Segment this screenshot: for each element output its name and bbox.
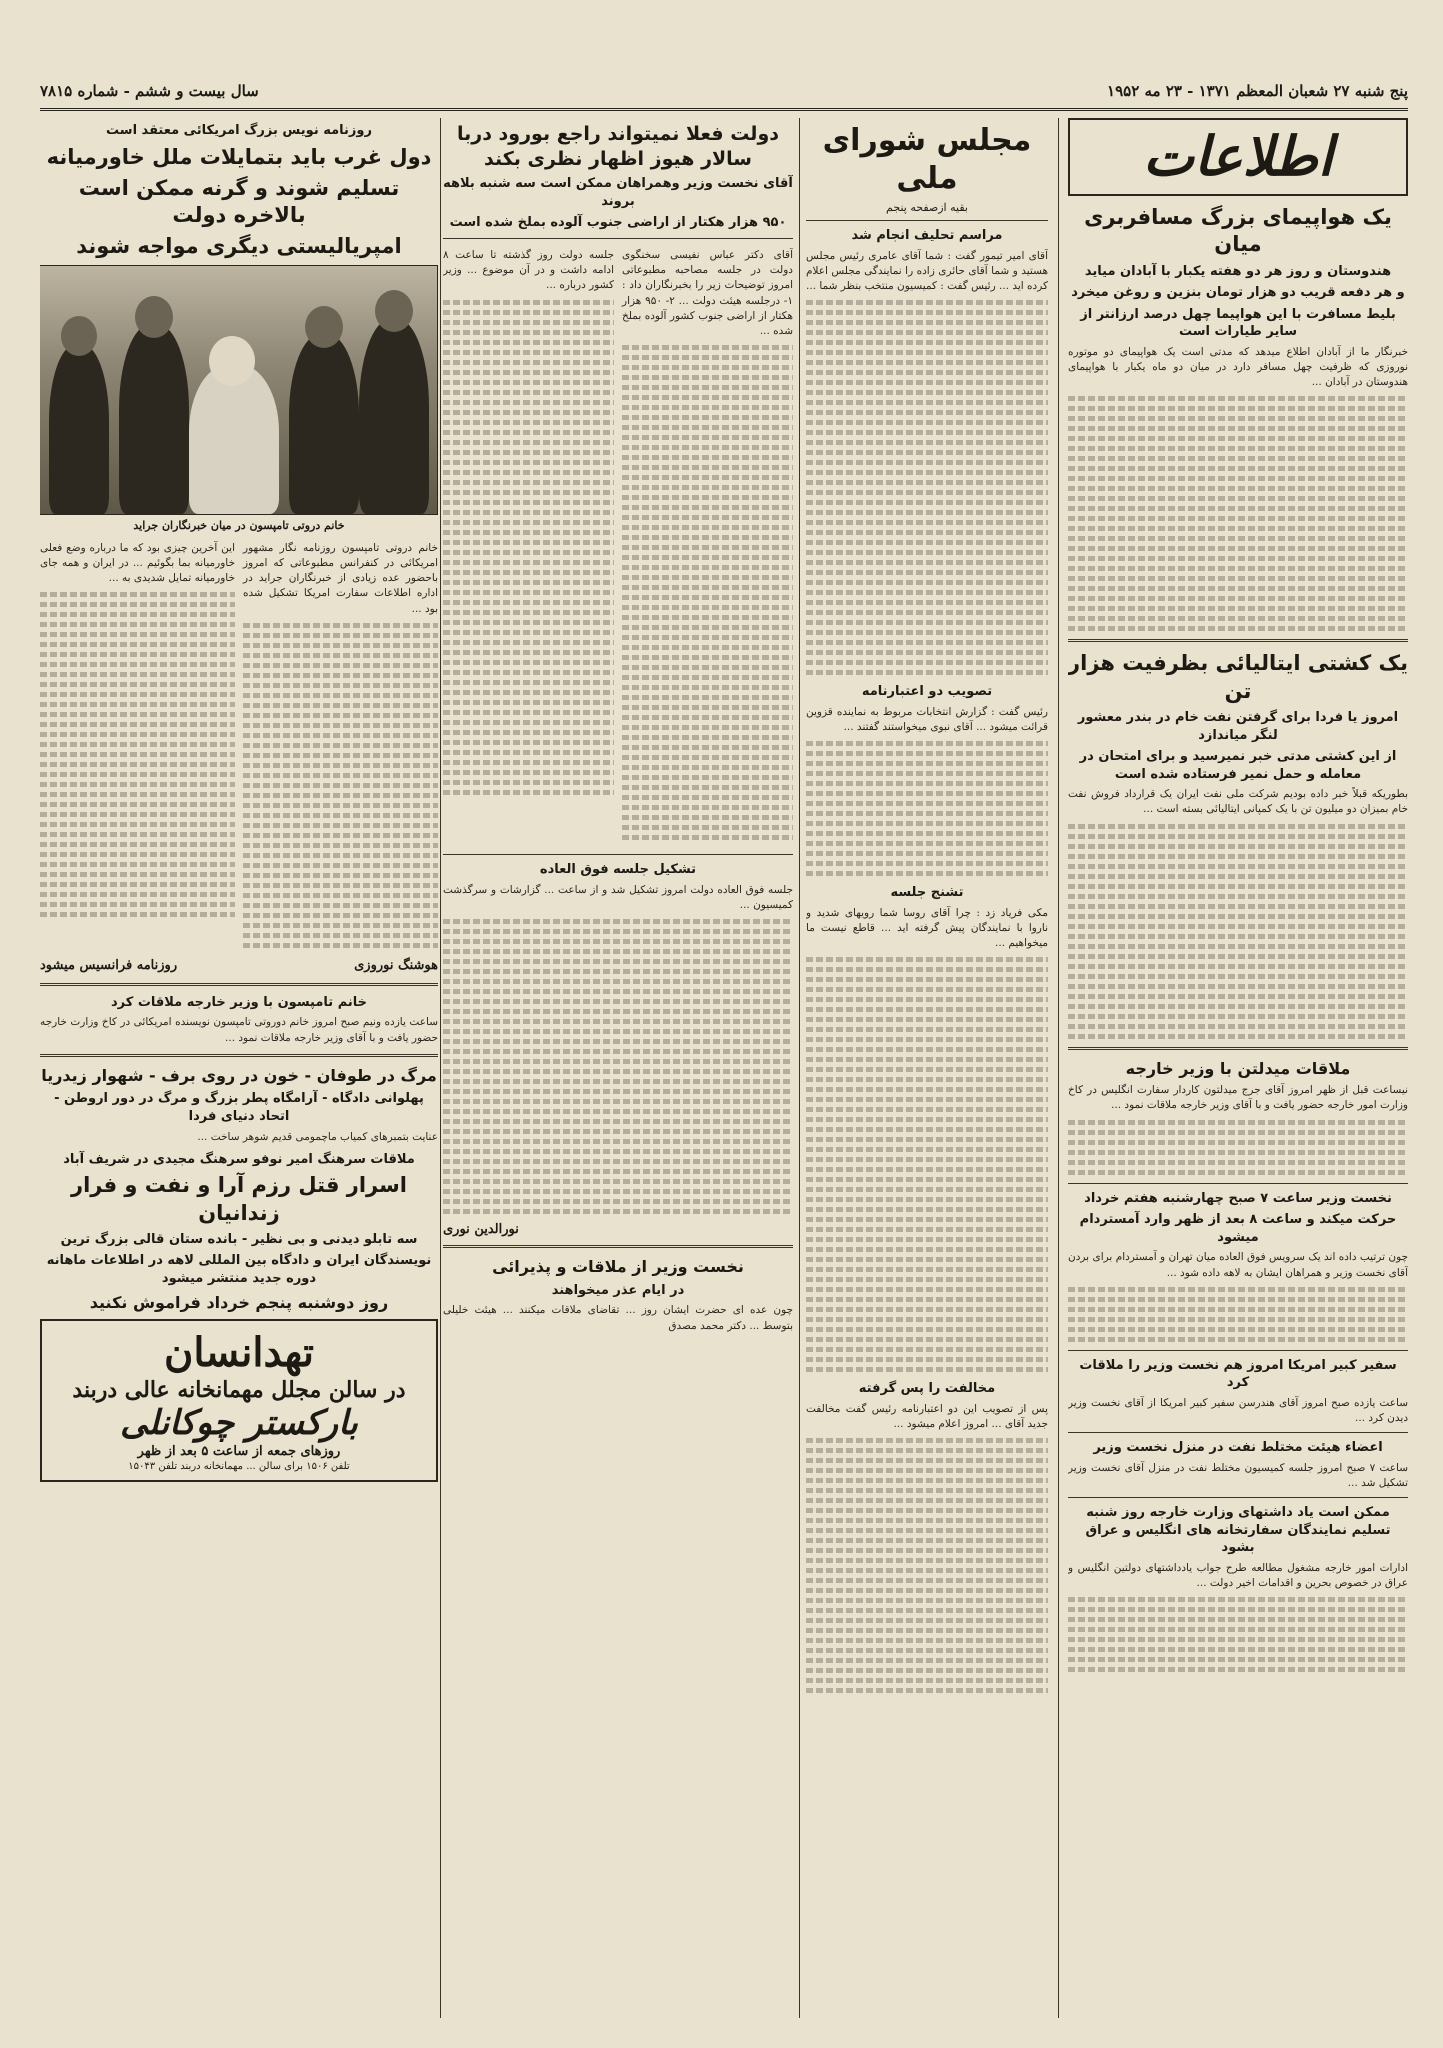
ad-title: تهدانسان <box>163 1329 315 1377</box>
government-body: آقای دکتر عباس نفیسی سخنگوی دولت در جلسه مصاحبه مطبوعاتی امروز توضیحات زیر را بخبرنگاران داد : ۱- درجلسه هیئت دولت ... ۲- ۹۵۰ هزار هکتار از اراضی جنوب کشور آلوده بملخ شده ... <box>622 249 793 338</box>
body-text-lines <box>1068 824 1408 1039</box>
magazine-secrets-subhead: سه تابلو دیدنی و بی نظیر - بانده ستان قالی بزرگ ترین <box>60 1231 418 1247</box>
divider <box>443 1245 793 1248</box>
body-text-lines <box>806 300 1048 675</box>
divider <box>40 983 438 986</box>
oil-committee-body: ساعت ۷ صبح امروز جلسه کمیسیون مختلط نفت در منزل آقای نخست وزیر تشکیل شد ... <box>1068 1461 1408 1490</box>
photo-figure <box>289 334 359 514</box>
body-text-lines <box>243 623 438 948</box>
thompson-headline: خانم تامپسون با وزیر خارجه ملاقات کرد <box>110 994 368 1010</box>
photo-head <box>135 296 173 338</box>
byline: هوشنگ نوروزی <box>354 957 438 973</box>
photo-figure <box>119 324 189 514</box>
pm-body: چون ترتیب داده اند یک سرویس فوق العاده میان تهران و آمستردام برای بردن آقای نخست وزیر و همراهان ایشان به لاهه داده شود ... <box>1068 1251 1408 1279</box>
column-majlis <box>806 118 1048 1701</box>
column-rule <box>440 118 441 2018</box>
credentials-body: رئیس گفت : گزارش انتخابات مربوط به نماینده قزوین قرائت میشود ... آقای نبوی میخواستند گفتند ... <box>806 705 1048 733</box>
magazine-date: روز دوشنبه پنجم خرداد فراموش نکنید <box>89 1292 389 1312</box>
dateline <box>40 74 1408 111</box>
meeting-body: نیساعت قبل از ظهر امروز آقای جرج میدلتون کاردار سفارت انگلیس در کاخ وزارت امور خارجه حضور یافت و با آقای وزیر خارجه ملاقات نمود ... <box>1068 1084 1408 1112</box>
ad-venue: در سالن مجلل مهمانخانه عالی دربند <box>72 1377 406 1404</box>
divider <box>40 1054 438 1057</box>
body-text-lines <box>1068 1597 1408 1672</box>
government-headline: دولت فعلا نمیتواند راجع بورود دربا سالار هیوز اظهار نظری بکند <box>456 123 780 170</box>
photo-head <box>209 336 255 386</box>
airline-body: خبرنگار ما از آبادان اطلاع میدهد که مدتی است یک هواپیمای دو موتوره نوروزی که ظرفیت چهل مسافر دارد در میان دو ماه یکبار با هواپیمای هندوستان در آبادان ... <box>1068 345 1408 389</box>
majlis-body: آقای امیر تیمور گفت : شما آقای عامری رئیس مجلس هستید و شما آقای حائری زاده را نمایندگی مجلس اعلام کرده اید ... رئیس گفت : کمیسیون منتخب بنظر شما ... <box>806 249 1048 292</box>
body-text-lines <box>1068 1120 1408 1175</box>
continued-note: بقیه ازصفحه پنجم <box>886 201 968 214</box>
magazine-headline: مرگ در طوفان - خون در روی برف - شهوار زیدریا <box>41 1065 437 1085</box>
oil-committee-headline: اعضاء هیئت مختلط نفت در منزل نخست وزیر <box>1093 1440 1383 1456</box>
retract-body: پس از تصویب این دو اعتبارنامه رئیس گفت مخالفت جدید آقای ... امروز اعلام میشود ... <box>806 1402 1048 1431</box>
magazine-secrets-body: نویسندگان ایران و دادگاه بین المللی لاهه در اطلاعات ماهانه دوره جدید منتشر میشود <box>46 1253 432 1286</box>
session-body: مکی فریاد زد : چرا آقای روسا شما رویهای شدید و ناروا با نمایندگان پیش گرفته اید ... قاطع نیست ما میخواهیم ... <box>806 906 1048 950</box>
majlis-headline: مجلس شورای ملی <box>822 123 1032 196</box>
divider <box>1068 1350 1408 1351</box>
photo-caption: خانم دروتی تامپسون در میان خبرنگاران جراید <box>133 518 345 532</box>
column-government <box>443 118 793 1340</box>
issue-number: سال بیست و ششم - شماره ۷۸۱۵ <box>40 82 259 100</box>
date: پنج شنبه ۲۷ شعبان المعظم ۱۳۷۱ - ۲۳ مه ۱۹۵۲ <box>1107 82 1408 100</box>
divider <box>443 854 793 855</box>
notes-headline: ممکن است یاد داشتهای وزارت خارجه روز شنبه تسلیم نمایندگان سفارتخانه های انگلیس و عراق بشود <box>1085 1505 1391 1556</box>
body-text-lines <box>806 957 1048 1372</box>
government-subhead: آقای نخست وزیر وهمراهان ممکن است سه شنبه بلاهه بروند <box>443 176 793 209</box>
column-left <box>40 118 438 1482</box>
pm-reception-headline: نخست وزیر از ملاقات و پذیرائی <box>492 1257 744 1277</box>
body-text-lines <box>443 919 793 1214</box>
divider <box>1068 1497 1408 1498</box>
writer-headline: تسلیم شوند و گرنه ممکن است بالاخره دولت <box>78 175 400 228</box>
divider <box>806 220 1048 221</box>
writer-headline: امپریالیستی دیگری مواجه شوند <box>76 234 402 259</box>
body-text-lines <box>622 345 793 840</box>
divider <box>1068 639 1408 642</box>
government-continuation: جلسه دولت روز گذشته تا ساعت ۸ ادامه داشت و در آن موضوع ... وزیر کشور درباره ... <box>443 249 614 292</box>
magazine-body: عنایت بتمبرهای کمیاب ماچمومی قدیم شوهر ساخت ... <box>197 1130 438 1143</box>
body-text-lines <box>1068 1287 1408 1342</box>
photo-head <box>305 306 343 348</box>
divider <box>1068 1432 1408 1433</box>
news-photo <box>40 265 438 515</box>
writer-kicker: روزنامه نویس بزرگ امریکائی معتقد است <box>106 123 372 138</box>
column-rule <box>799 118 800 2018</box>
notes-body: ادارات امور خارجه مشغول مطالعه طرح جواب یادداشتهای دولتین انگلیس و عراق در خصوص بحرین و اقدامات اخیر دولت ... <box>1068 1561 1408 1590</box>
thompson-body: ساعت یازده ونیم صبح امروز خانم دوروتی تامپسون نویسنده امریکائی در کاخ وزارت خارجه حضور یافت و با آقای وزیر خارجه ملاقات نمود ... <box>40 1016 438 1044</box>
us-ambassador-headline: سفیر کبیر امریکا امروز هم نخست وزیر را ملاقات کرد <box>1079 1357 1397 1391</box>
airline-subhead: هندوستان و روز هر دو هفته یکبار با آبادان میاید <box>1084 263 1392 279</box>
special-session-headline: تشکیل جلسه فوق العاده <box>539 862 697 878</box>
ad-orchestra: بارکستر چوکانلی <box>120 1403 358 1444</box>
ad-schedule: روزهای جمعه از ساعت ۵ بعد از ظهر <box>137 1444 341 1460</box>
writer-headline: دول غرب باید بتمایلات ملل خاورمیانه <box>46 144 432 169</box>
photo-figure <box>189 364 279 514</box>
ship-headline: یک کشتی ایتالیائی بظرفیت هزار تن <box>1068 651 1408 703</box>
divider <box>1068 1047 1408 1050</box>
meeting-headline: ملاقات میدلتن با وزیر خارجه <box>1125 1058 1351 1078</box>
magazine-subhead: پهلوانی دادگاه - آرامگاه پطر بزرگ و مرگ در دور اروطن - اتحاد دنیای فردا <box>54 1091 424 1124</box>
retract-headline: مخالفت را پس گرفته <box>858 1381 996 1397</box>
government-subhead: ۹۵۰ هزار هکتار از اراضی جنوب آلوده بملخ شده است <box>449 215 787 231</box>
advertisement <box>40 1319 438 1482</box>
masthead: اطلاعات <box>1068 118 1408 196</box>
pm-reception-body: چون عده ای حضرت ایشان روز ... تقاضای ملاقات میکنند ... هیئت خلیلی بتوسط ... دکتر محمد مصدق <box>443 1304 793 1332</box>
special-session-body: جلسه فوق العاده دولت امروز تشکیل شد و از ساعت ... گزارشات و سرگذشت کمیسیون ... <box>443 883 793 912</box>
ship-subhead: امروز یا فردا برای گرفتن نفت خام در بندر معشور لنگر میاندازد <box>1077 710 1399 743</box>
divider <box>443 238 793 239</box>
divider <box>1068 1183 1408 1184</box>
photo-head <box>375 290 413 332</box>
body-text-lines <box>1068 396 1408 631</box>
body-text-lines <box>443 300 614 795</box>
reporter-note: روزنامه فرانسیس میشود <box>40 957 178 973</box>
body-text-lines <box>806 1438 1048 1693</box>
credentials-headline: تصویب دو اعتبارنامه <box>861 684 993 700</box>
column-right <box>1068 118 1408 1680</box>
photo-figure <box>359 319 429 514</box>
magazine-meeting: ملاقات سرهنگ امیر نوفو سرهنگ مجیدی در شریف آباد <box>63 1151 415 1167</box>
oath-headline: مراسم تحلیف انجام شد <box>851 228 1003 243</box>
pm-reception-subhead: در ایام عذر میخواهند <box>551 1282 685 1298</box>
photo-head <box>61 316 97 356</box>
airline-subhead: بلیط مسافرت با این هواپیما چهل درصد ارزانتر از سایر طیارات است <box>1080 306 1396 340</box>
column-rule <box>1058 118 1059 2018</box>
magazine-secrets-headline: اسرار قتل رزم آرا و نفت و فرار زندانیان <box>71 1173 407 1225</box>
ship-body: بطوریکه قبلاً خبر داده بودیم شرکت ملی نفت ایران یک قرارداد فروش نفت خام بمیزان دو میلیون تن با یک کمپانی ایتالیائی بسته است ... <box>1068 788 1408 816</box>
airline-subhead: و هر دفعه قریب دو هزار تومان بنزین و روغن میخرد <box>1071 285 1405 301</box>
writer-body: خانم دروتی تامپسون روزنامه نگار مشهور امریکائی در کنفرانس مطبوعاتی که امروز باحضور عده زیادی از خبرنگاران جراید در اداره اطلاعات سفارت امریکا تشکیل شده بود ... <box>243 541 438 615</box>
body-text-lines <box>40 592 235 917</box>
pm-subhead: حرکت میکند و ساعت ۸ بعد از ظهر وارد آمستردام میشود <box>1079 1212 1397 1245</box>
photo-figure <box>49 344 109 514</box>
ad-phone: تلفن ۱۵۰۶ برای سالن ... مهمانخانه دربند تلفن ۱۵۰۴۳ <box>128 1460 350 1472</box>
body-text-lines <box>806 741 1048 876</box>
session-headline: تشنج جلسه <box>890 885 964 901</box>
byline: نورالدین نوری <box>443 1222 519 1238</box>
us-ambassador-body: ساعت یازده صبح امروز آقای هندرسن سفیر کبیر امریکا از آقای نخست وزیر دیدن کرد ... <box>1068 1396 1408 1425</box>
writer-body-continued: این آخرین چیزی بود که ما درباره وضع فعلی خاورمیانه بما بگوئیم ... در ایران و همه جای خاورمیانه تمایل شدیدی به ... <box>40 541 235 585</box>
ship-subhead: از این کشتی مدتی خبر نمیرسید و برای امتحان در معامله و حمل نمیر فرستاده شده است <box>1079 749 1397 782</box>
pm-headline: نخست وزیر ساعت ۷ صبح چهارشنبه هفتم خرداد <box>1084 1190 1392 1206</box>
airline-headline: یک هواپیمای بزرگ مسافربری میان <box>1084 205 1392 257</box>
